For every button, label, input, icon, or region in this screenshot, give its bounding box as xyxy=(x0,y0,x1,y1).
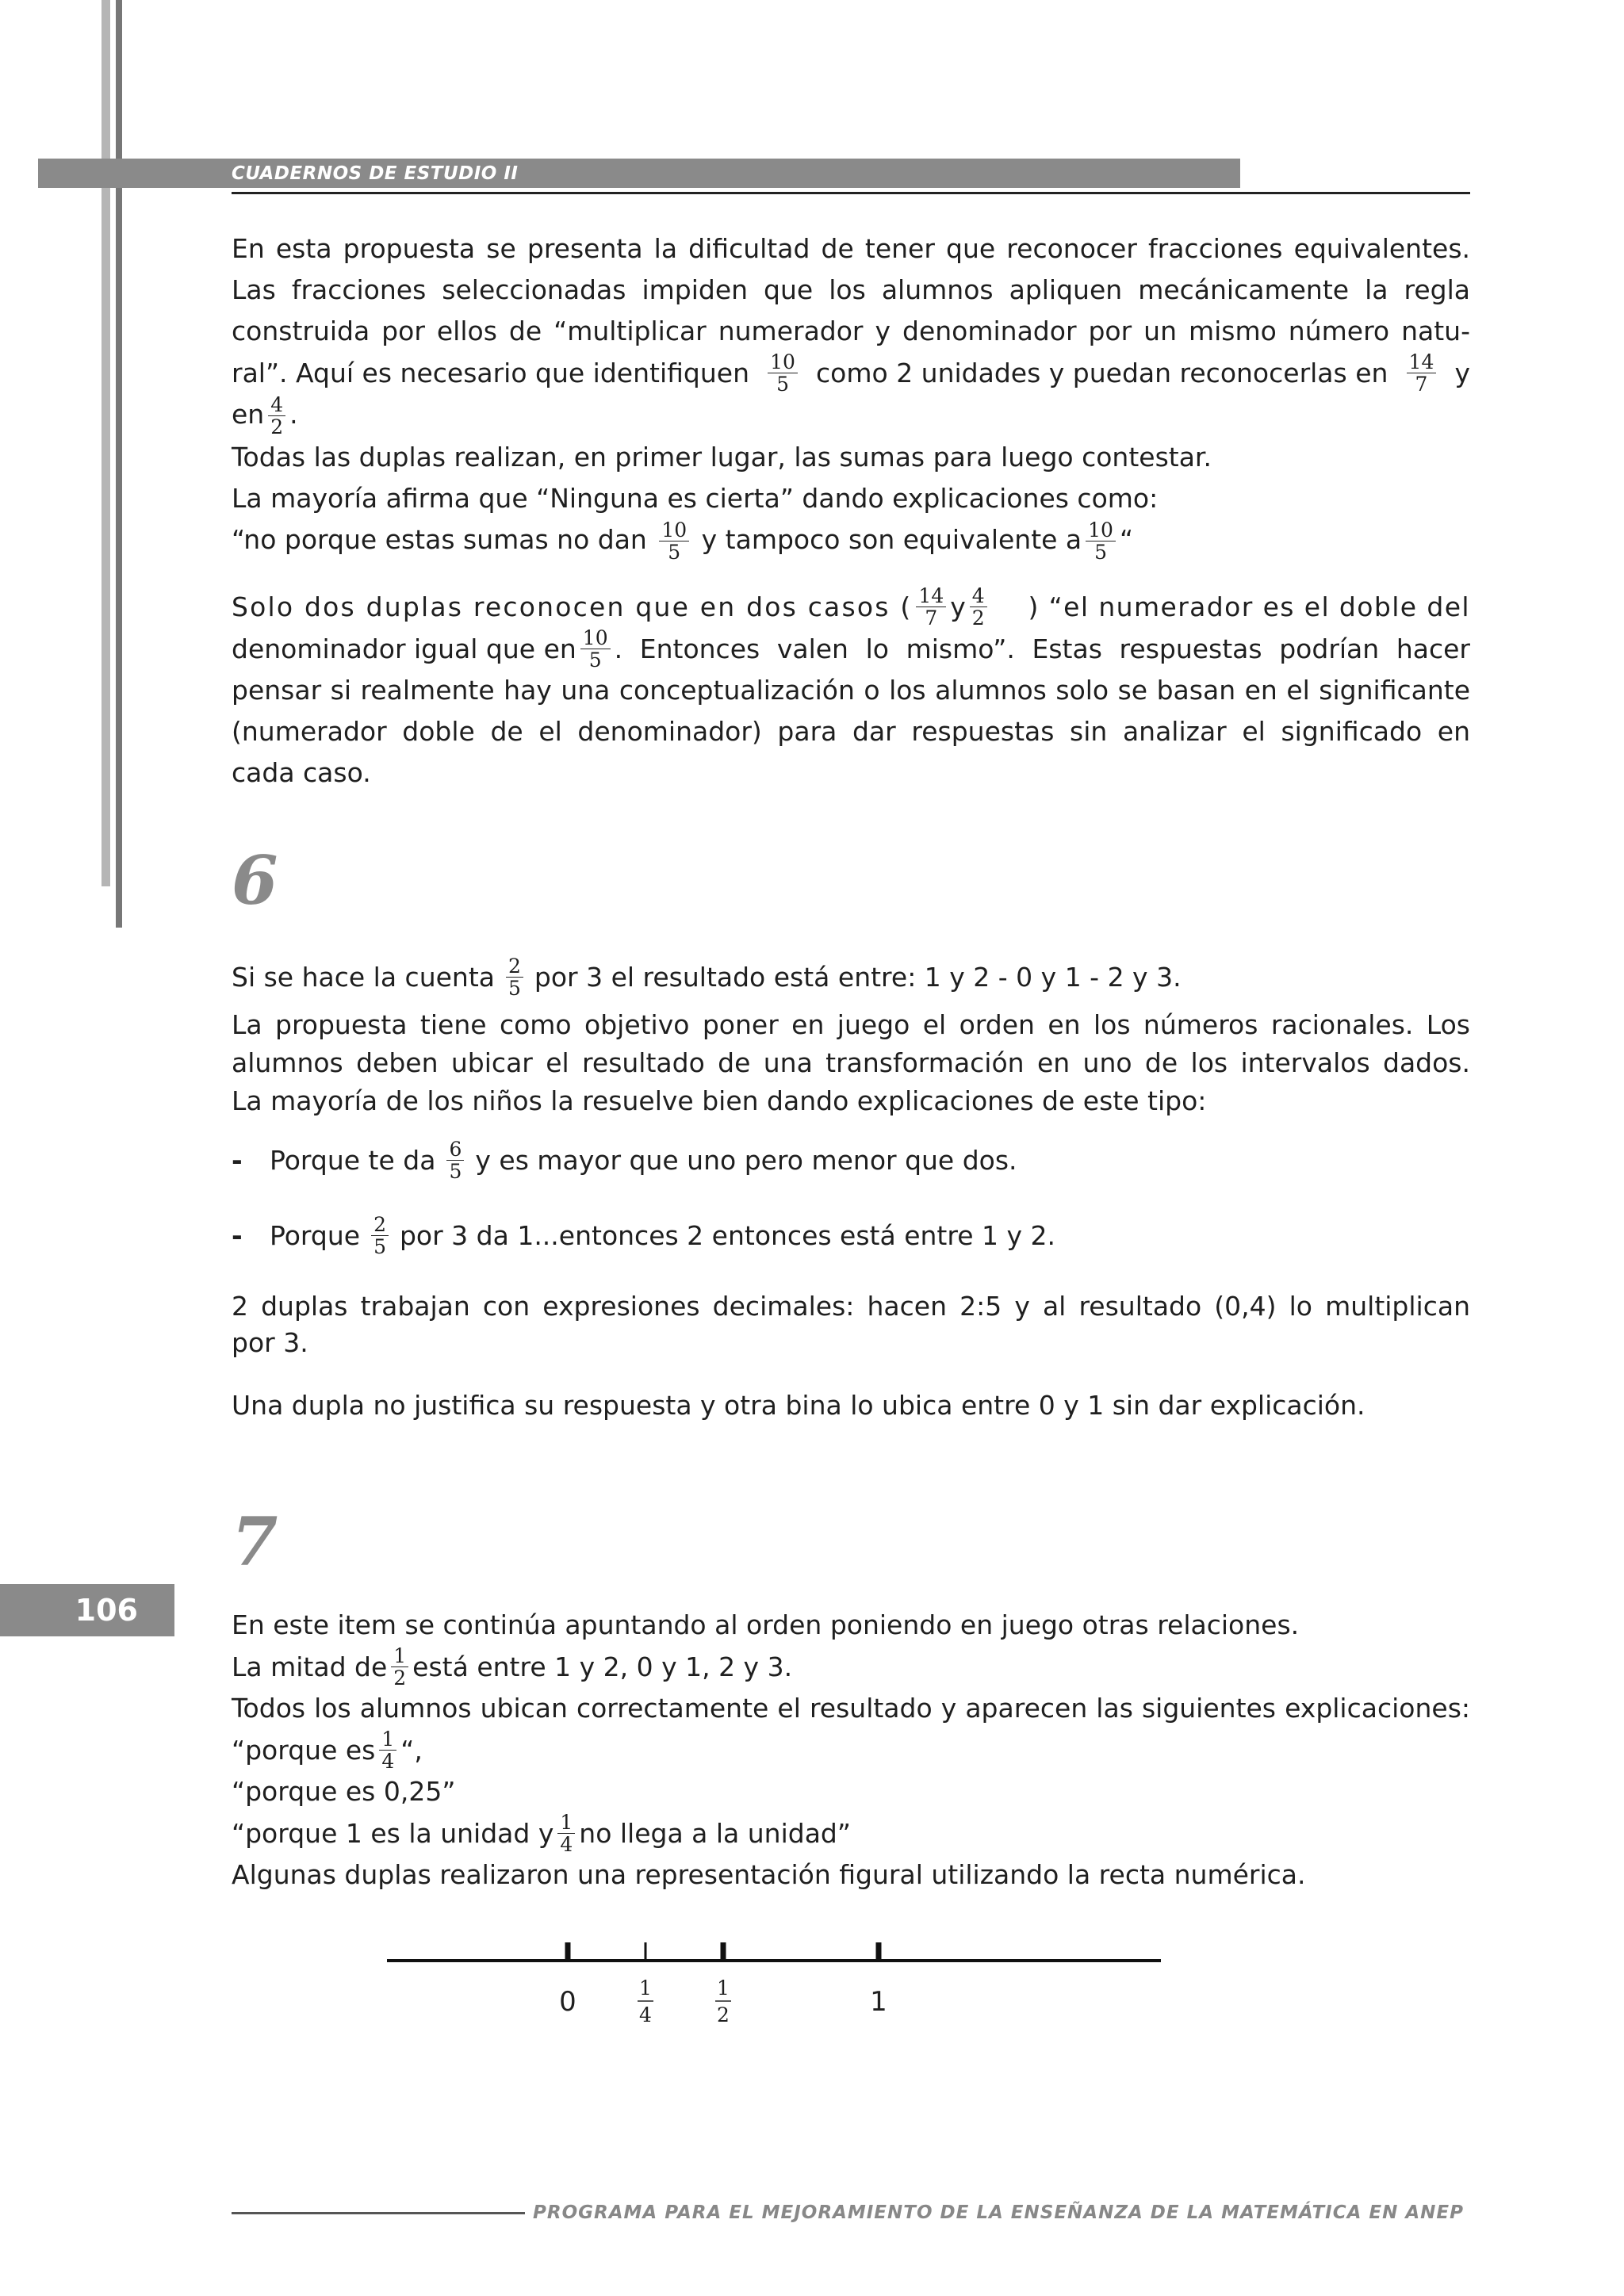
text: ral”. Aquí es necesario que identifiquen xyxy=(232,357,749,388)
fraction-10-5: $\frac{10}{5}$ xyxy=(1086,520,1116,562)
section7-line: En este item se continúa apuntando al orden poniendo en juego otras relaciones. xyxy=(232,1609,1300,1640)
page-number-badge: 106 xyxy=(0,1584,174,1636)
number-line-fraction-den: 2 xyxy=(717,2003,730,2026)
decorative-bar-right xyxy=(116,0,122,928)
section7-line: Todos los alumnos ubican correctamente el resultado y aparecen las siguientes explicaciones: xyxy=(232,1693,1470,1724)
fraction-1-4: $\frac{1}{4}$ xyxy=(379,1729,396,1771)
section6-line: La propuesta tiene como objetivo poner en juego el orden en los números racionales. Los xyxy=(232,1009,1470,1040)
number-line-label: 1 xyxy=(870,1986,887,2018)
intro-line: cada caso. xyxy=(232,757,371,788)
section6-block xyxy=(232,956,1470,1426)
number-line-label: 0 xyxy=(559,1986,576,2018)
section7-line: “porque es $\frac{1}{4}$ “, xyxy=(232,1728,423,1773)
fraction-2-5: $\frac{2}{5}$ xyxy=(506,956,523,998)
number-line-fraction-num: 1 xyxy=(639,1976,652,1999)
intro-line: Todas las duplas realizan, en primer lugar, las sumas para luego contestar. xyxy=(232,442,1212,473)
fraction-2-5: $\frac{2}{5}$ xyxy=(371,1215,389,1257)
decorative-bar-left xyxy=(102,0,110,886)
section7-block xyxy=(232,1605,1470,1896)
section-number-7: 7 xyxy=(232,1502,278,1581)
intro-line: Solo dos duplas reconocen que en dos casos ( $\frac{14}{7}$ y $\frac{4}{2}$ ) “el numerador es el doble del xyxy=(232,584,1470,629)
fraction-10-5: $\frac{10}{5}$ xyxy=(659,520,689,562)
header-rule xyxy=(232,192,1470,194)
number-line xyxy=(387,1903,1161,2061)
section6-question: Si se hace la cuenta $\frac{2}{5}$ por 3 el resultado está entre: 1 y 2 - 0 y 1 - 2 y 3. xyxy=(232,955,1182,1000)
explanation-bullet: - Porque $\frac{2}{5}$ por 3 da 1...entonces 2 entonces está entre 1 y 2. xyxy=(232,1213,1055,1258)
intro-line: denominador igual que en $\frac{10}{5}$ . Entonces valen lo mismo”. Estas respuestas podrían hacer xyxy=(232,626,1470,672)
fraction-14-7: $\frac{14}{7}$ xyxy=(1407,352,1437,394)
intro-line: (numerador doble de el denominador) para dar respuestas sin analizar el significado en xyxy=(232,716,1470,747)
section6-line: La mayoría de los niños la resuelve bien dando explicaciones de este tipo: xyxy=(232,1085,1207,1116)
fraction-14-7: $\frac{14}{7}$ xyxy=(916,586,946,628)
fraction-10-5: $\frac{10}{5}$ xyxy=(768,352,798,394)
fraction-4-2: $\frac{4}{2}$ xyxy=(970,586,987,628)
section7-line: “porque 1 es la unidad y $\frac{1}{4}$ no llega a la unidad” xyxy=(232,1811,851,1856)
footer-text: PROGRAMA PARA EL MEJORAMIENTO DE LA ENSEÑANZA DE LA MATEMÁTICA EN ANEP xyxy=(533,2202,1464,2223)
section7-line: “porque es 0,25” xyxy=(232,1776,456,1807)
header-band xyxy=(38,159,1240,188)
section6-line: alumnos deben ubicar el resultado de una transformación en uno de los intervalos dados. xyxy=(232,1047,1470,1078)
intro-line: La mayoría afirma que “Ninguna es cierta” dando explicaciones como: xyxy=(232,483,1159,514)
intro-block xyxy=(232,228,1470,794)
section6-line: por 3. xyxy=(232,1327,308,1358)
intro-line: pensar si realmente hay una conceptualización o los alumnos solo se basan en el significante xyxy=(232,675,1470,706)
intro-line: “no porque estas sumas no dan $\frac{10}{5}$ y tampoco son equivalente a $\frac{10}{5}$ “ xyxy=(232,519,1134,564)
intro-line: Las fracciones seleccionadas impiden que los alumnos apliquen mecánicamente la regla xyxy=(232,274,1470,305)
intro-line: construida por ellos de “multiplicar numerador y denominador por un mismo número natu- xyxy=(232,316,1470,346)
section-number-6: 6 xyxy=(232,841,278,920)
number-line-fraction-num: 1 xyxy=(717,1976,730,1999)
section7-line: Algunas duplas realizaron una representación figural utilizando la recta numérica. xyxy=(232,1859,1306,1890)
intro-line: En esta propuesta se presenta la dificultad de tener que reconocer fracciones equivalentes. xyxy=(232,233,1470,264)
explanation-bullet: - Porque te da $\frac{6}{5}$ y es mayor que uno pero menor que dos. xyxy=(232,1138,1017,1183)
text: y xyxy=(1454,357,1470,388)
header-title: CUADERNOS DE ESTUDIO II xyxy=(232,163,519,184)
fraction-10-5: $\frac{10}{5}$ xyxy=(580,628,611,670)
section6-line: 2 duplas trabajan con expresiones decimales: hacen 2:5 y al resultado (0,4) lo multiplican xyxy=(232,1291,1470,1322)
text: como 2 unidades y puedan reconocerlas en xyxy=(816,357,1388,388)
section7-line: La mitad de $\frac{1}{2}$ está entre 1 y 2, 0 y 1, 2 y 3. xyxy=(232,1644,793,1689)
section6-line: Una dupla no justifica su respuesta y otra bina lo ubica entre 0 y 1 sin dar explicación. xyxy=(232,1390,1365,1421)
fraction-4-2: $\frac{4}{2}$ xyxy=(268,395,285,437)
intro-line: en $\frac{4}{2}$ . xyxy=(232,393,298,438)
fraction-1-4: $\frac{1}{4}$ xyxy=(557,1812,575,1854)
footer-rule xyxy=(232,2212,525,2214)
fraction-6-5: $\frac{6}{5}$ xyxy=(446,1139,464,1181)
intro-line xyxy=(232,352,1470,394)
fraction-1-2: $\frac{1}{2}$ xyxy=(391,1646,408,1688)
number-line-fraction-den: 4 xyxy=(639,2003,652,2026)
